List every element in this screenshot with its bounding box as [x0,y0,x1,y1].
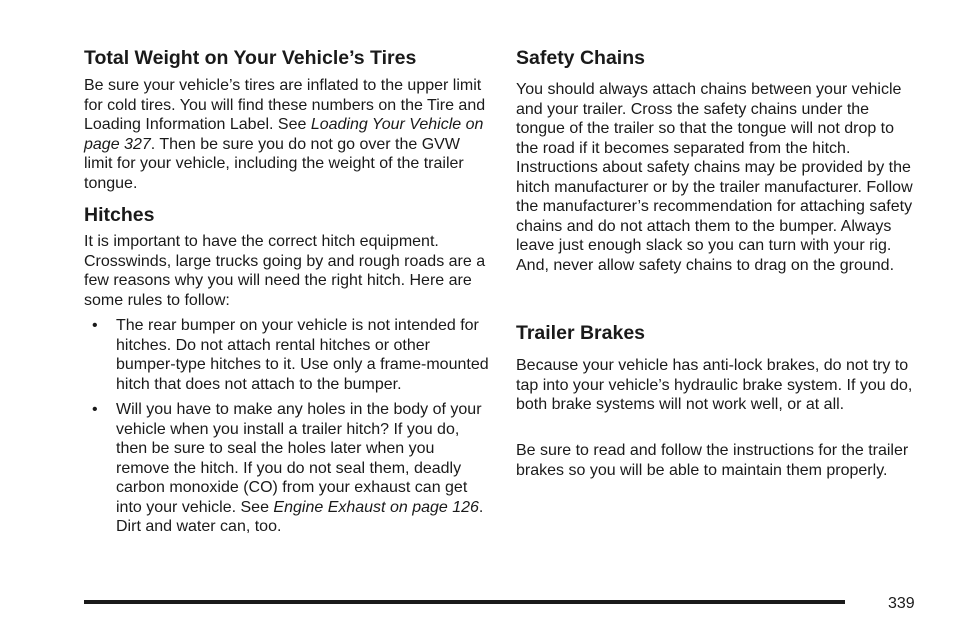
trailer-brakes-paragraph-1: Because your vehicle has anti-lock brakes, do not try to tap into your vehicle’s hydraulic brake system. If you do, both brake systems will not work well, or at all. [516,357,913,413]
hitches-intro-paragraph: It is important to have the correct hitch equipment. Crosswinds, large trucks going by and rough roads are a few reasons why you will need the right hitch. Here are some rules to follow: [84,233,486,309]
loading-your-vehicle-reference: Loading Your Vehicle on page 327 [84,116,484,153]
bullet-text-holes-b: . Dirt and water can, too. [116,498,484,535]
total-weight-paragraph [84,76,489,193]
section-heading-total-weight: Total Weight on Your Vehicle’s Tires [84,47,417,69]
safety-chains-paragraph: You should always attach chains between your vehicle and your trailer. Cross the safety chains under the tongue of the trailer so that the tongue will not drop to the road if it becomes separated from the hitch. Instructions about safety chains may be provided by the hitch manufacturer or by the trailer manufacturer. Follow the manufacturer’s recommendation for attaching safety chains and do not attach them to the bumper. Always leave just enough slack so you can turn with your rig. And, never allow safety chains to drag on the ground. [516,81,913,274]
section-heading-safety-chains: Safety Chains [516,47,645,69]
bullet-glyph: • [92,317,98,334]
bullet-text-rear-bumper: The rear bumper on your vehicle is not intended for hitches. Do not attach rental hitches or other bumper-type hitches to it. Use only a frame-mounted hitch that does not attach to the bumper. [116,317,489,393]
trailer-brakes-paragraph-2: Be sure to read and follow the instructions for the trailer brakes so you will be able to maintain them properly. [516,442,909,479]
section-heading-trailer-brakes: Trailer Brakes [516,322,646,344]
bullet-text-holes-a: Will you have to make any holes in the body of your vehicle when you install a trailer hitch? If you do, then be sure to seal the holes later when you remove the hitch. If you do not seal them, deadly carbon monoxide (CO) from your exhaust can get into your vehicle. See [116,401,482,516]
total-weight-text-b: . Then be sure you do not go over the GVW limit for your vehicle, including the weight of the trailer tongue. [84,135,464,192]
bullet-glyph: • [92,401,98,418]
total-weight-text-a: Be sure your vehicle’s tires are inflated to the upper limit for cold tires. You will find these numbers on the Tire and Loading Information Label. See [84,77,486,133]
list-item [84,400,489,537]
section-heading-hitches: Hitches [84,204,155,226]
list-item [84,316,489,394]
engine-exhaust-reference: Engine Exhaust on page 126 [273,498,479,516]
hitches-rules-list [84,316,489,537]
page-number: 339 [888,595,915,612]
footer-rule [84,600,845,604]
